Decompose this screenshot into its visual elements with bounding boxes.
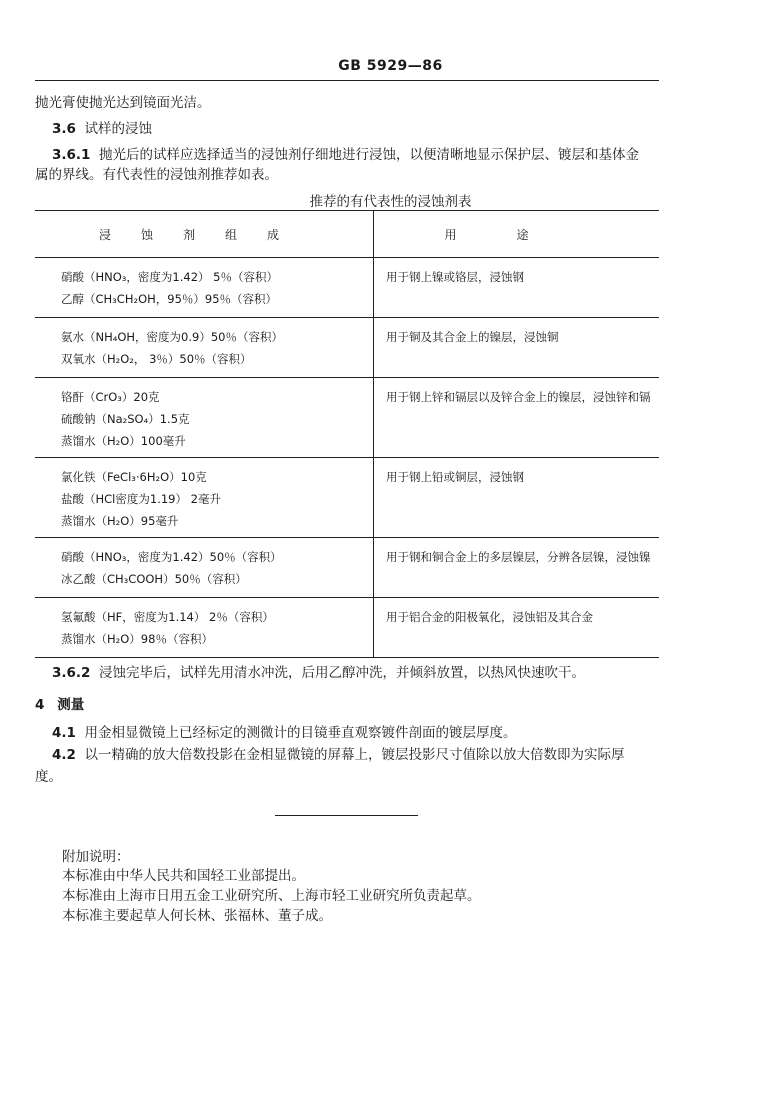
closing-rule — [275, 815, 418, 816]
section-title: 测量 — [57, 697, 85, 713]
section-4-2-line1 — [52, 744, 625, 766]
notes-line: 本标准主要起草人何长林、张福林、董子成。 — [62, 908, 332, 924]
composition-line: 硝酸（HNO₃，密度为1.42）50％（容积） — [61, 550, 282, 564]
composition-line: 氢氟酸（HF，密度为1.14） 2％（容积） — [61, 610, 274, 624]
section-number: 3.6 — [52, 121, 76, 137]
section-number: 4.1 — [52, 725, 76, 741]
table-row — [35, 318, 659, 378]
notes-title: 附加说明： — [62, 849, 130, 865]
usage-text: 用于铜及其合金上的镍层，浸蚀铜 — [386, 330, 559, 344]
composition-line: 冰乙酸（CH₃COOH）50％（容积） — [61, 572, 247, 586]
column-header-composition: 浸蚀剂组成 — [35, 211, 374, 258]
table-row — [35, 378, 659, 458]
notes-line: 本标准由中华人民共和国轻工业部提出。 — [62, 868, 305, 884]
composition-line: 铬酐（CrO₃）20克 — [61, 390, 160, 404]
section-3-6-2 — [52, 662, 585, 684]
section-number: 3.6.2 — [52, 665, 91, 681]
notes-line: 本标准由上海市日用五金工业研究所、上海市轻工业研究所负责起草。 — [62, 888, 481, 904]
section-4-heading — [35, 694, 84, 716]
usage-text: 用于钢上锌和镉层以及锌合金上的镍层，浸蚀锌和镉 — [386, 390, 651, 404]
usage-text: 用于钢和铜合金上的多层镍层，分辨各层镍，浸蚀镍 — [386, 550, 651, 564]
section-3-6-1-line2: 属的界线。有代表性的浸蚀剂推荐如表。 — [35, 167, 278, 183]
etchant-table — [35, 210, 659, 658]
usage-text: 用于钢上镍或铬层，浸蚀钢 — [386, 270, 524, 284]
composition-line: 氨水（NH₄OH，密度为0.9）50％（容积） — [61, 330, 283, 344]
page-header: GB 5929—86 — [338, 58, 443, 74]
composition-line: 硫酸钠（Na₂SO₄）1.5克 — [61, 412, 190, 426]
paragraph-continuation: 抛光膏使抛光达到镜面光洁。 — [35, 95, 211, 111]
table-row — [35, 458, 659, 538]
paragraph-text: 浸蚀完毕后，试样先用清水冲洗，后用乙醇冲洗，并倾斜放置，以热风快速吹干。 — [99, 665, 586, 681]
paragraph-text: 以一精确的放大倍数投影在金相显微镜的屏幕上，镀层投影尺寸值除以放大倍数即为实际厚 — [84, 747, 625, 763]
paragraph-text: 抛光后的试样应选择适当的浸蚀剂仔细地进行浸蚀，以便清晰地显示保护层、镀层和基体金 — [99, 147, 640, 163]
composition-line: 蒸馏水（H₂O）95毫升 — [61, 514, 179, 528]
header-rule — [35, 80, 659, 81]
usage-text: 用于铝合金的阳极氧化，浸蚀铝及其合金 — [386, 610, 593, 624]
section-number: 3.6.1 — [52, 147, 91, 163]
section-4-2-line2: 度。 — [35, 769, 62, 785]
paragraph-text: 用金相显微镜上已经标定的测微计的目镜垂直观察镀件剖面的镀层厚度。 — [84, 725, 517, 741]
composition-line: 氯化铁（FeCl₃·6H₂O）10克 — [61, 470, 207, 484]
section-4-1 — [52, 722, 517, 744]
table-caption: 推荐的有代表性的浸蚀剂表 — [309, 194, 472, 210]
table-header-row — [35, 211, 659, 258]
usage-text: 用于钢上铅或铜层，浸蚀钢 — [386, 470, 524, 484]
composition-line: 蒸馏水（H₂O）98％（容积） — [61, 632, 213, 646]
table-row — [35, 598, 659, 658]
table-row — [35, 258, 659, 318]
table-row — [35, 538, 659, 598]
composition-line: 盐酸（HCl密度为1.19） 2毫升 — [61, 492, 221, 506]
column-header-usage: 用途 — [374, 211, 660, 258]
composition-line: 蒸馏水（H₂O）100毫升 — [61, 434, 186, 448]
section-number: 4.2 — [52, 747, 76, 763]
composition-line: 硝酸（HNO₃，密度为1.42） 5％（容积） — [61, 270, 278, 284]
composition-line: 乙醇（CH₃CH₂OH，95％）95％（容积） — [61, 292, 278, 306]
composition-line: 双氧水（H₂O₂， 3％）50％（容积） — [61, 352, 252, 366]
section-number: 4 — [35, 697, 45, 713]
section-3-6-heading — [52, 118, 152, 140]
section-title: 试样的浸蚀 — [84, 121, 153, 137]
section-3-6-1-line1 — [52, 144, 639, 166]
